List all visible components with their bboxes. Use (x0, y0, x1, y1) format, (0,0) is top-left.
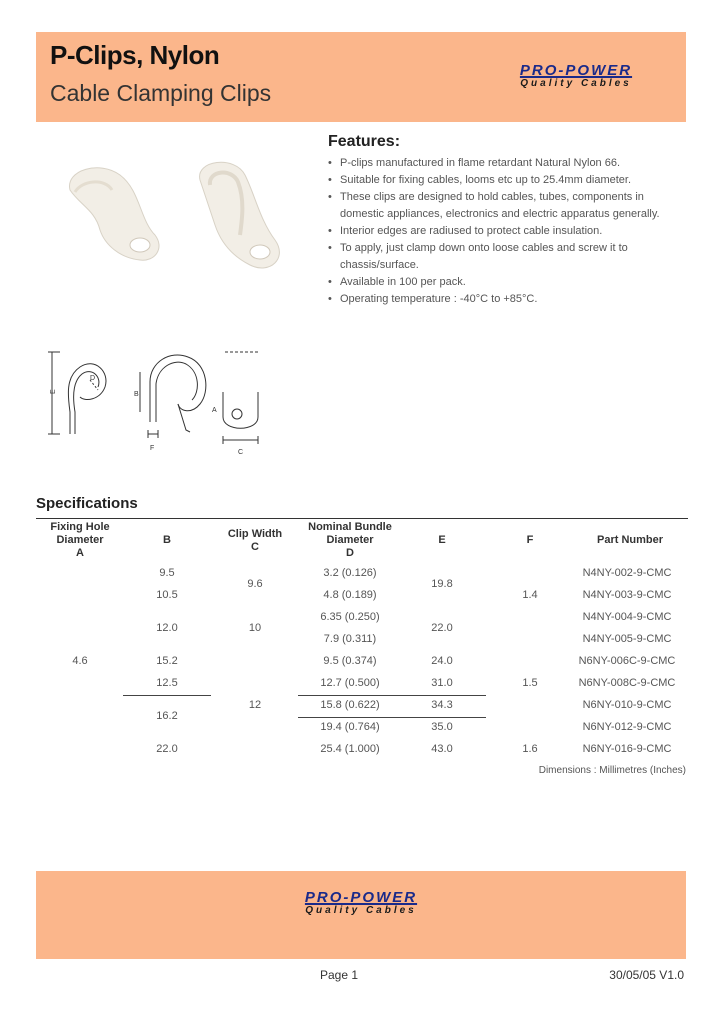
cell-part-number: N6NY-010-9-CMC (582, 699, 672, 711)
header-e: E (438, 534, 446, 546)
header-d-line3: D (346, 547, 354, 559)
feature-item: • Suitable for fixing cables, looms etc up to 25.4mm diameter. (328, 172, 688, 189)
cell-part-number: N4NY-003-9-CMC (582, 589, 672, 601)
specifications-rule (36, 518, 688, 519)
logo-tagline: Quality Cables (520, 78, 632, 89)
cell-part-number: N4NY-004-9-CMC (582, 611, 672, 623)
cell-part-number: N6NY-012-9-CMC (582, 721, 672, 733)
cell-b: 10.5 (156, 589, 178, 601)
logo-brand: PRO-POWER (519, 62, 633, 79)
cell-e: 24.0 (431, 655, 453, 667)
header-c-line2: C (251, 541, 259, 553)
cell-e: 19.8 (431, 578, 453, 590)
label-c: C (238, 449, 244, 456)
header-a-line3: A (76, 547, 84, 559)
cell-d: 3.2 (0.126) (323, 567, 377, 579)
cell-part-number: N4NY-002-9-CMC (582, 567, 672, 579)
cell-d: 12.7 (0.500) (320, 677, 380, 689)
cell-b: 12.0 (156, 622, 178, 634)
specifications-heading: Specifications (36, 495, 138, 512)
header-d-line2: Diameter (326, 534, 374, 546)
cell-d: 4.8 (0.189) (323, 589, 377, 601)
p-clip-technical-drawing (40, 342, 280, 462)
cell-e: 22.0 (431, 622, 453, 634)
label-a: A (212, 407, 217, 414)
header-nominal-bundle (300, 521, 400, 560)
logo-brand: PRO-POWER (304, 889, 418, 906)
cell-f: 1.4 (522, 589, 538, 601)
header-fixing-hole (40, 521, 120, 560)
pro-power-logo (281, 889, 441, 916)
header-c-line1: Clip Width (227, 528, 283, 540)
feature-item: • To apply, just clamp down onto loose cables and screw it to chassis/surface. (328, 240, 688, 274)
cell-d: 19.4 (0.764) (320, 721, 380, 733)
page-title: P-Clips, Nylon (50, 40, 220, 70)
cell-part-number: N6NY-016-9-CMC (582, 743, 672, 755)
cell-b: 16.2 (156, 710, 178, 722)
cell-d: 6.35 (0.250) (320, 611, 380, 623)
cell-part-number: N6NY-008C-9-CMC (578, 677, 676, 689)
cell-e: 34.3 (431, 699, 453, 711)
label-b: B (134, 391, 139, 398)
page-subtitle: Cable Clamping Clips (50, 80, 272, 106)
cell-b: 15.2 (156, 655, 178, 667)
features-section (328, 133, 688, 308)
logo-tagline: Quality Cables (305, 905, 417, 916)
features-list (328, 155, 688, 308)
label-f: F (150, 445, 155, 452)
cell-part-number: N4NY-005-9-CMC (582, 633, 672, 645)
cell-e: 31.0 (431, 677, 453, 689)
header-a-line1: Fixing Hole (50, 521, 110, 533)
label-d: D (90, 375, 96, 382)
label-e: E (50, 389, 57, 394)
table-separator (123, 695, 211, 696)
header-b: B (163, 534, 171, 546)
cell-d: 15.8 (0.622) (320, 699, 380, 711)
pro-power-logo (496, 62, 656, 89)
cell-e: 35.0 (431, 721, 453, 733)
features-heading: Features: (328, 133, 401, 150)
cell-c: 10 (248, 622, 262, 634)
cell-d: 7.9 (0.311) (323, 633, 377, 645)
cell-f: 1.5 (522, 677, 538, 689)
header-d-line1: Nominal Bundle (308, 521, 392, 533)
cell-d: 9.5 (0.374) (323, 655, 377, 667)
cell-c: 12 (248, 699, 262, 711)
feature-item: • Available in 100 per pack. (328, 274, 688, 291)
feature-item: • Operating temperature : -40°C to +85°C. (328, 291, 688, 308)
cell-a: 4.6 (72, 655, 88, 667)
date-version: 30/05/05 V1.0 (609, 968, 684, 982)
front-view-a-c (212, 352, 260, 456)
header-clip-width (220, 528, 290, 554)
p-clip-product-photo (60, 150, 300, 280)
cell-b: 22.0 (156, 743, 178, 755)
cell-e: 43.0 (431, 743, 453, 755)
table-separator (298, 717, 486, 718)
cell-b: 9.5 (159, 567, 175, 579)
dimensions-note: Dimensions : Millimetres (Inches) (538, 765, 686, 776)
feature-item: • P-clips manufactured in flame retardant Natural Nylon 66. (328, 155, 688, 172)
feature-item: • These clips are designed to hold cables, tubes, components in domestic appliances, electronics and electric apparatus generally. (328, 189, 688, 223)
side-view-e (48, 352, 106, 434)
header-a-line2: Diameter (56, 534, 104, 546)
cell-c: 9.6 (247, 578, 263, 590)
footer-banner (36, 871, 686, 959)
cell-b: 12.5 (156, 677, 178, 689)
cell-d: 25.4 (1.000) (320, 743, 380, 755)
header-f: F (526, 534, 534, 546)
page-number: Page 1 (320, 968, 359, 982)
table-separator (298, 695, 486, 696)
side-view-b-f (134, 355, 206, 452)
header-part-number: Part Number (596, 534, 664, 546)
cell-part-number: N6NY-006C-9-CMC (578, 655, 676, 667)
header-banner (36, 32, 686, 122)
cell-f: 1.6 (522, 743, 538, 755)
feature-item: • Interior edges are radiused to protect cable insulation. (328, 223, 688, 240)
